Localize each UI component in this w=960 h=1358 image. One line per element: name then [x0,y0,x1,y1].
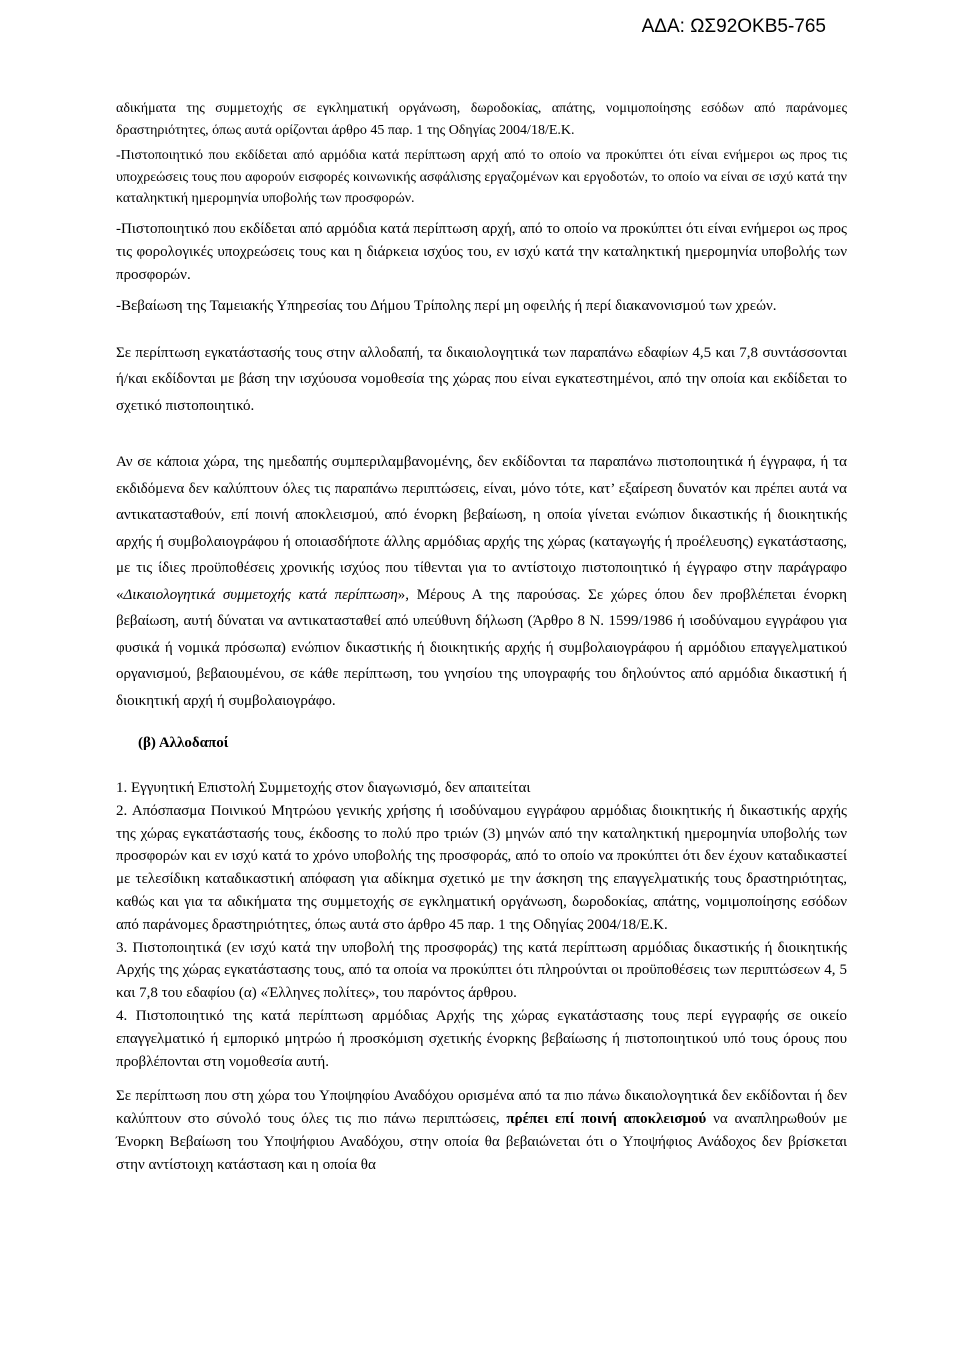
sworn-statement-text-a: Αν σε κάποια χώρα, της ημεδαπής συμπεριλαμβανομένης, δεν εκδίδονται τα παραπάνω πιστοποιητικά ή έγγραφα, ή τα εκδιδόμενα δεν καλύπτουν όλες τις παραπάνω περιπτώσεις, είναι, μόνο τότε, κατ’ εξαίρεση δυνατόν και πρέπει αυτά να αντικατασταθούν, επί ποινή αποκλεισμού, από ένορκη βεβαίωση, η οποία γίνεται ενώπιον δικαστικής ή διοικητικής αρχής ή συμβολαιογράφου ή οποιασδήποτε άλλης αρμόδιας αρχής της χώρας (καταγωγής ή προέλευσης) εγκατάστασης, με τις ίδιες προϋποθέσεις χρονικής ισχύος που τίθενται για το αντίστοιχο πιστοποιητικό ή έγγραφο στην παράγραφο « [116,454,847,603]
paragraph-offences-continued: αδικήματα της συμμετοχής σε εγκληματική οργάνωση, δωροδοκίας, απάτης, νομιμοποίησης εσόδων από παράνομες δραστηριότητες, όπως αυτά ορίζονται άρθρο 45 παρ. 1 της Οδηγίας 2004/18/Ε.Κ. [116,101,847,138]
paragraph-municipal-treasury-certificate: -Βεβαίωση της Ταμειακής Υπηρεσίας του Δήμου Τρίπολης περί μη οφειλής ή περί διακανονισμού των χρεών. [116,297,777,314]
document-body [116,98,847,1177]
section-heading-foreigners: (β) Αλλοδαποί [138,735,229,751]
paragraph-exclusion-penalty [116,1085,847,1176]
list-item-registration: 4. Πιστοποιητικό της κατά περίπτωση αρμόδιας Αρχής της χώρας εγκατάστασης τους περί εγγραφής σε οικείο επαγγελματικό ή εμπορικό μητρώο ή προσκόμιση σχετικής ένορκης βεβαίωσης ή πιστοποιητικού υπό τους όρους που προβλέπονται στη νομοθεσία αυτή. [116,1007,847,1070]
paragraph-tax-certificate: -Πιστοποιητικό που εκδίδεται από αρμόδια κατά περίπτωση αρχή, από το οποίο να προκύπτει ότι είναι ενήμεροι ως προς τις φορολογικές υποχρεώσεις τους και η διάρκεια ισχύος του, εν ισχύ κατά την καταληκτική ημερομηνία υποβολής των προσφορών. [116,220,847,283]
list-item-certificates: 3. Πιστοποιητικά (εν ισχύ κατά την υποβολή της προσφοράς) της κατά περίπτωση αρμόδιας δικαστικής ή διοικητικής Αρχής της χώρας εγκατάστασης τους, από τα οποία να προκύπτει ότι πληρούνται οι προϋποθέσεις των περιπτώσεων 4, 5 και 7,8 του εδαφίου (α) «Έλληνες πολίτες», του παρόντος άρθρου. [116,939,847,1002]
exclusion-text-a: Σε περίπτωση που στη χώρα του Υποψηφίου Αναδόχου ορισμένα από τα πιο πάνω δικαιολογητικά δεν εκδίδονται ή δεν καλύπτουν στο σύνολό τους όλες τις πιο πάνω περιπτώσεις, [116,1088,847,1128]
list-item-guarantee: 1. Εγγυητική Επιστολή Συμμετοχής στον διαγωνισμό, δεν απαιτείται [116,780,531,796]
paragraph-foreign-establishment: Σε περίπτωση εγκατάστασής τους στην αλλοδαπή, τα δικαιολογητικά των παραπάνω εδαφίων 4,5 και 7,8 συντάσσονται ή/και εκδίδονται με βάση την ισχύουσα νομοθεσία της χώρας που είναι εγκατεστημένοι, από την οποία και εκδίδεται το σχετικό πιστοποιητικό. [116,344,847,414]
ada-code: ΑΔΑ: ΩΣ92ΟΚΒ5-765 [641,16,826,37]
list-item-criminal-record: 2. Απόσπασμα Ποινικού Μητρώου γενικής χρήσης ή ισοδύναμου εγγράφου αρμόδιας διοικητικής ή δικαστικής αρχής της χώρας εγκατάστασής τους, έκδοσης το πολύ προ τριών (3) μηνών από την καταληκτική ημερομηνία υποβολής των προσφορών και εν ισχύ κατά το χρόνο υποβολής της προσφοράς, από το οποίο να προκύπτει ότι δεν έχουν καταδικαστεί με τελεσίδικη καταδικαστική απόφαση για αδίκημα σχετικό με την άσκηση της επαγγελματικής τους δραστηριότητας, καθώς και για τα αδικήματα της συμμετοχής σε εγκληματική οργάνωση, δωροδοκίας, απάτης, νομιμοποίησης εσόδων από παράνομες δραστηριότητες, όπως αυτά στο άρθρο 45 παρ. 1 της Οδηγίας 2004/18/Ε.Κ. [116,802,847,933]
exclusion-text-b: να αναπληρωθούν με Ένορκη Βεβαίωση του Υποψήφιου Αναδόχου, στην οποία θα βεβαιώνεται ότι ο Υποψήφιος Ανάδοχος δεν βρίσκεται στην αντίστοιχη κατάσταση και η οποία θα [116,1111,847,1173]
sworn-statement-text-b: », Μέρους Α της παρούσας. Σε χώρες όπου δεν προβλέπεται ένορκη βεβαίωση, αυτή δύναται να αντικατασταθεί από υπεύθυνη δήλωση (Άρθρο 8 Ν. 1599/1986 ή ισοδύναμου εγγράφου για φυσικά ή νομικά πρόσωπα) ενώπιον δικαστικής ή διοικητικής αρχής ή συμβολαιογράφου ή αρμόδιου επαγγελματικού οργανισμού, βεβαιουμένου, σε κάθε περίπτωση, του γνησίου της υπογραφής του δηλούντος από αρμόδια δικαστική ή διοικητική αρχή ή συμβολαιογράφο. [116,586,847,709]
exclusion-bold-text: πρέπει επί ποινή αποκλεισμού [506,1111,707,1128]
sworn-statement-italic-ref: Δικαιολογητικά συμμετοχής κατά περίπτωση [123,586,398,603]
paragraph-sworn-statement [116,449,847,714]
paragraph-social-insurance-certificate: -Πιστοποιητικό που εκδίδεται από αρμόδια κατά περίπτωση αρχή από το οποίο να προκύπτει ότι είναι ενήμεροι ως προς τις υποχρεώσεις τους που αφορούν εισφορές κοινωνικής ασφάλισης εργαζομένων και εργοδοτών, το οποίο να είναι σε ισχύ κατά την καταληκτική ημερομηνία υποβολής των προσφορών. [116,148,847,206]
